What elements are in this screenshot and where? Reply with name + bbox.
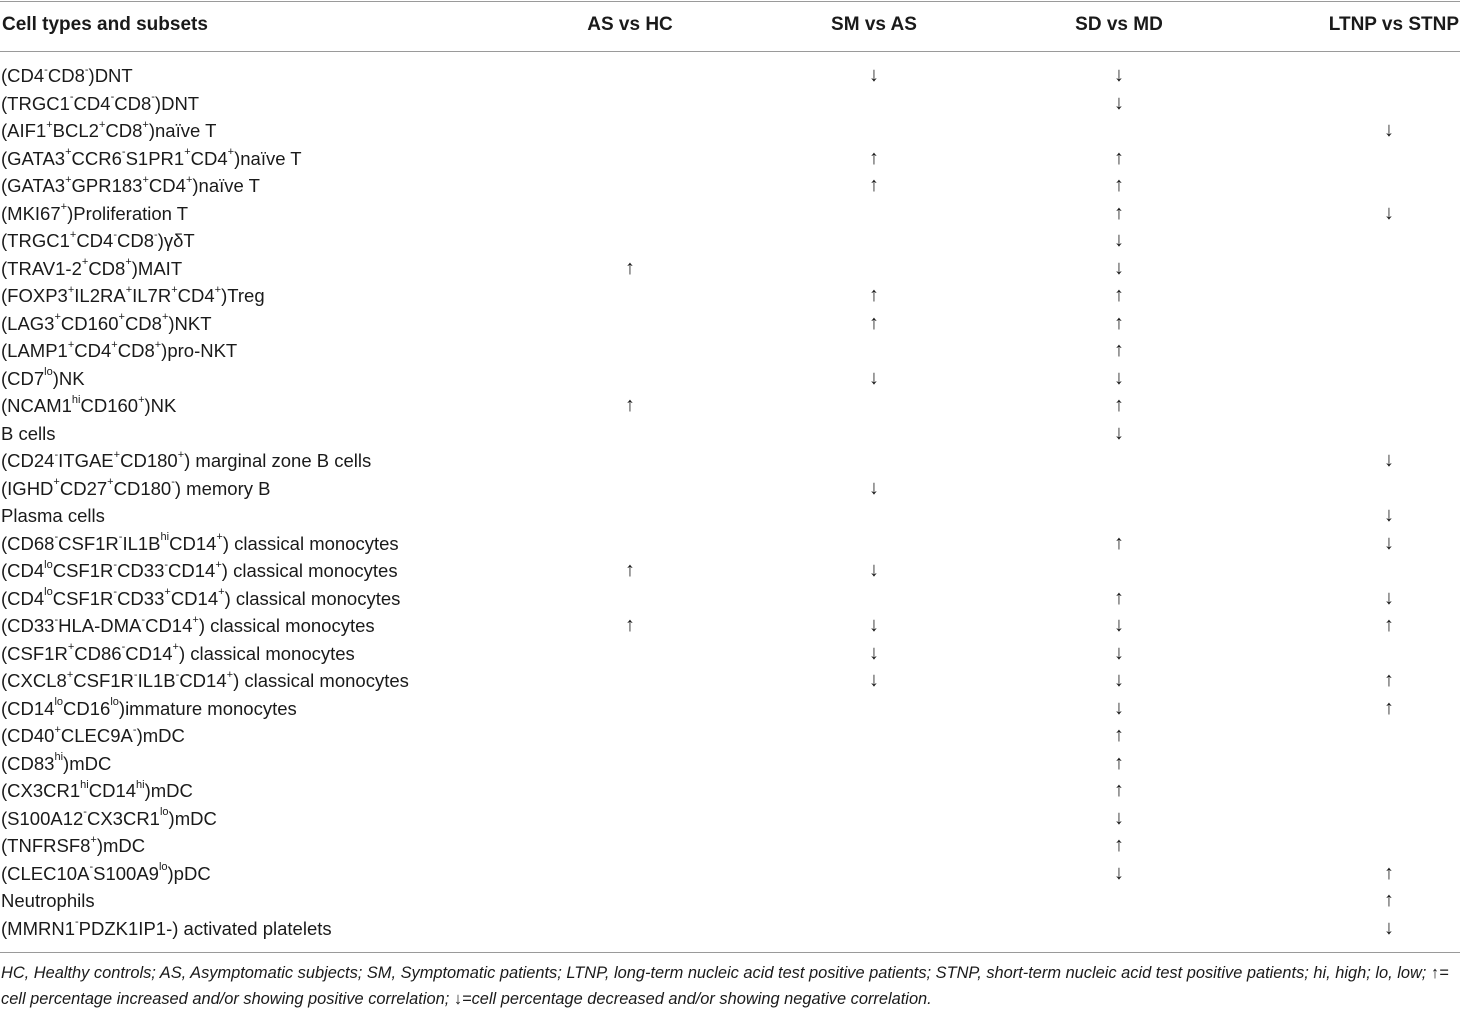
cell-type-name: $(S100A12^-CX3CR1^{lo})mDC$: [1, 806, 217, 829]
cell-type-name: (MMRN1-PDZK1IP1-) activated platelets: [1, 916, 332, 939]
down-arrow-icon: ↓: [869, 366, 879, 389]
cell-type-name: $(CD14^{lo}CD16^{lo})immature$ monocytes: [1, 696, 297, 719]
down-arrow-icon: ↓: [1114, 669, 1124, 691]
cell-type-name: (CD4-CD8-)DNT: [1, 63, 133, 86]
cell-type-name: (IGHD+CD27+CD180-) memory B: [1, 476, 271, 499]
down-arrow-icon: ↓: [1114, 366, 1124, 389]
down-arrow-icon: ↓: [869, 614, 879, 636]
table-row: [0, 475, 1460, 503]
table-header: [0, 14, 1460, 42]
table-body: [0, 62, 1460, 942]
header-rule: [0, 51, 1460, 52]
up-arrow-icon: ↑: [1114, 146, 1124, 169]
top-rule: [0, 1, 1460, 2]
table-row: [0, 337, 1460, 365]
down-arrow-icon: ↓: [1114, 641, 1124, 664]
cell-type-name: $(CD7^{lo})NK$: [1, 366, 85, 389]
table-row: [0, 255, 1460, 283]
cell-type-name: (GATA3+CCR6-S1PR1+CD4+)naïve T: [1, 146, 302, 169]
down-arrow-icon: ↓: [1114, 229, 1124, 251]
table-row: [0, 832, 1460, 860]
table-row: [0, 200, 1460, 228]
up-arrow-icon: ↑: [625, 394, 635, 416]
up-arrow-icon: ↑: [1384, 861, 1394, 884]
up-arrow-icon: ↑: [869, 284, 879, 306]
cell-type-name: (LAG3+CD160+CD8+)NKT: [1, 311, 212, 334]
cell-type-name: $(CD68^-CSF1R^-IL1B^{hi}CD14^+)$ classical monocytes: [1, 531, 399, 554]
table-row: [0, 585, 1460, 613]
cell-type-name: (CXCL8+CSF1R-IL1B-CD14+) classical monocytes: [1, 668, 409, 691]
table-row: [0, 860, 1460, 888]
down-arrow-icon: ↓: [1384, 201, 1394, 224]
down-arrow-icon: ↓: [1114, 614, 1124, 636]
up-arrow-icon: ↑: [1114, 394, 1124, 416]
down-arrow-icon: ↓: [1384, 586, 1394, 609]
header-as-vs-hc: AS vs HC: [587, 14, 673, 35]
down-arrow-icon: ↓: [1384, 531, 1394, 554]
cell-type-name: (LAMP1+CD4+CD8+)pro-NKT: [1, 338, 238, 361]
table-row: [0, 365, 1460, 393]
up-arrow-icon: ↑: [1114, 834, 1124, 856]
down-arrow-icon: ↓: [1114, 861, 1124, 884]
table-row: [0, 117, 1460, 145]
table-row: [0, 887, 1460, 915]
table-row: [0, 777, 1460, 805]
table-row: [0, 227, 1460, 255]
up-arrow-icon: ↑: [1384, 614, 1394, 636]
table-row: [0, 310, 1460, 338]
down-arrow-icon: ↓: [1114, 696, 1124, 719]
table-row: [0, 750, 1460, 778]
up-arrow-icon: ↑: [1384, 696, 1394, 719]
table-row: [0, 282, 1460, 310]
table-row: [0, 145, 1460, 173]
cell-type-name: $(CD4^{lo}CSF1R^-CD33^-CD14^+)$ classical monocytes: [1, 558, 398, 581]
table-row: [0, 667, 1460, 695]
up-arrow-icon: ↑: [625, 256, 635, 279]
up-arrow-icon: ↑: [1114, 724, 1124, 746]
cell-type-name: (TRGC1+CD4-CD8-)γδT: [1, 228, 195, 251]
table-row: [0, 915, 1460, 943]
down-arrow-icon: ↓: [869, 669, 879, 691]
bottom-rule: [0, 952, 1460, 953]
header-ltnp-vs-stnp: LTNP vs STNP: [1328, 14, 1459, 35]
up-arrow-icon: ↑: [1114, 174, 1124, 196]
up-arrow-icon: ↑: [1114, 339, 1124, 361]
cell-type-name: (TRAV1-2+CD8+)MAIT: [1, 256, 183, 279]
cell-type-name: Neutrophils: [1, 890, 95, 911]
down-arrow-icon: ↓: [1384, 504, 1394, 526]
up-arrow-icon: ↑: [1114, 751, 1124, 774]
cell-type-name: (TNFRSF8+)mDC: [1, 833, 146, 856]
cell-type-name: (FOXP3+IL2RA+IL7R+CD4+)Treg: [1, 283, 265, 306]
cell-type-name: $(CD4^{lo}CSF1R^-CD33^+CD14^+)$ classical monocytes: [1, 586, 401, 609]
down-arrow-icon: ↓: [1114, 91, 1124, 114]
up-arrow-icon: ↑: [1114, 284, 1124, 306]
up-arrow-icon: ↑: [625, 614, 635, 636]
cell-type-name: (MKI67+)Proliferation T: [1, 201, 189, 224]
cell-type-name: $(CD83^{hi})mDC$: [1, 751, 112, 774]
up-arrow-icon: ↑: [869, 146, 879, 169]
up-arrow-icon: ↑: [869, 174, 879, 196]
up-arrow-icon: ↑: [1114, 201, 1124, 224]
table-row: [0, 557, 1460, 585]
table-row: [0, 612, 1460, 640]
cell-type-name: $(CX3CR1^{hi}CD14^{hi})mDC$: [1, 778, 193, 801]
down-arrow-icon: ↓: [1114, 64, 1124, 86]
cell-type-name: (CSF1R+CD86-CD14+) classical monocytes: [1, 641, 355, 664]
cell-type-name: (CD24-ITGAE+CD180+) marginal zone B cells: [1, 448, 372, 471]
down-arrow-icon: ↓: [869, 559, 879, 581]
table-row: [0, 172, 1460, 200]
down-arrow-icon: ↓: [869, 64, 879, 86]
cell-type-name: (CD33-HLA-DMA-CD14+) classical monocytes: [1, 613, 375, 636]
down-arrow-icon: ↓: [1384, 449, 1394, 471]
cell-type-name: Plasma cells: [1, 505, 105, 526]
down-arrow-icon: ↓: [1114, 421, 1124, 444]
cell-type-name: $(NCAM1^{hi}CD160^+)NK$: [1, 393, 177, 416]
table-row: [0, 62, 1460, 90]
down-arrow-icon: ↓: [1114, 806, 1124, 829]
header-sd-vs-md: SD vs MD: [1075, 14, 1163, 35]
up-arrow-icon: ↑: [1384, 889, 1394, 911]
down-arrow-icon: ↓: [1384, 119, 1394, 141]
up-arrow-icon: ↑: [1114, 586, 1124, 609]
table-row: [0, 640, 1460, 668]
up-arrow-icon: ↑: [625, 559, 635, 581]
down-arrow-icon: ↓: [1384, 916, 1394, 939]
table-row: [0, 805, 1460, 833]
cell-type-name: (CD40+CLEC9A-)mDC: [1, 723, 185, 746]
table-row: [0, 392, 1460, 420]
header-sm-vs-as: SM vs AS: [831, 14, 917, 35]
down-arrow-icon: ↓: [869, 641, 879, 664]
table-row: [0, 722, 1460, 750]
cell-type-name: $(CLEC10A^-S100A9^{lo})pDC$: [1, 861, 211, 884]
header-cell-types: Cell types and subsets: [2, 14, 208, 35]
table-footnote: HC, Healthy controls; AS, Asymptomatic subjects; SM, Symptomatic patients; LTNP, long-term nucleic acid test positive patients; STNP, short-term nucleic acid test positive patients; hi, high; lo, low; ↑= cell percentage increased and/or showing positive correlation; ↓=cell percentage decreased and/or showing negative correlation.: [1, 964, 1449, 1008]
cell-type-name: B cells: [1, 422, 56, 444]
table-row: [0, 530, 1460, 558]
up-arrow-icon: ↑: [1114, 311, 1124, 334]
table-row: [0, 502, 1460, 530]
cell-type-name: (TRGC1-CD4-CD8-)DNT: [1, 91, 200, 114]
up-arrow-icon: ↑: [1384, 669, 1394, 691]
table-row: [0, 90, 1460, 118]
up-arrow-icon: ↑: [869, 311, 879, 334]
up-arrow-icon: ↑: [1114, 779, 1124, 801]
cell-type-name: (GATA3+GPR183+CD4+)naïve T: [1, 173, 260, 196]
table-row: [0, 447, 1460, 475]
up-arrow-icon: ↑: [1114, 531, 1124, 554]
down-arrow-icon: ↓: [869, 476, 879, 499]
down-arrow-icon: ↓: [1114, 256, 1124, 279]
table-row: [0, 695, 1460, 723]
cell-type-name: (AIF1+BCL2+CD8+)naïve T: [1, 118, 217, 141]
table-row: [0, 420, 1460, 448]
